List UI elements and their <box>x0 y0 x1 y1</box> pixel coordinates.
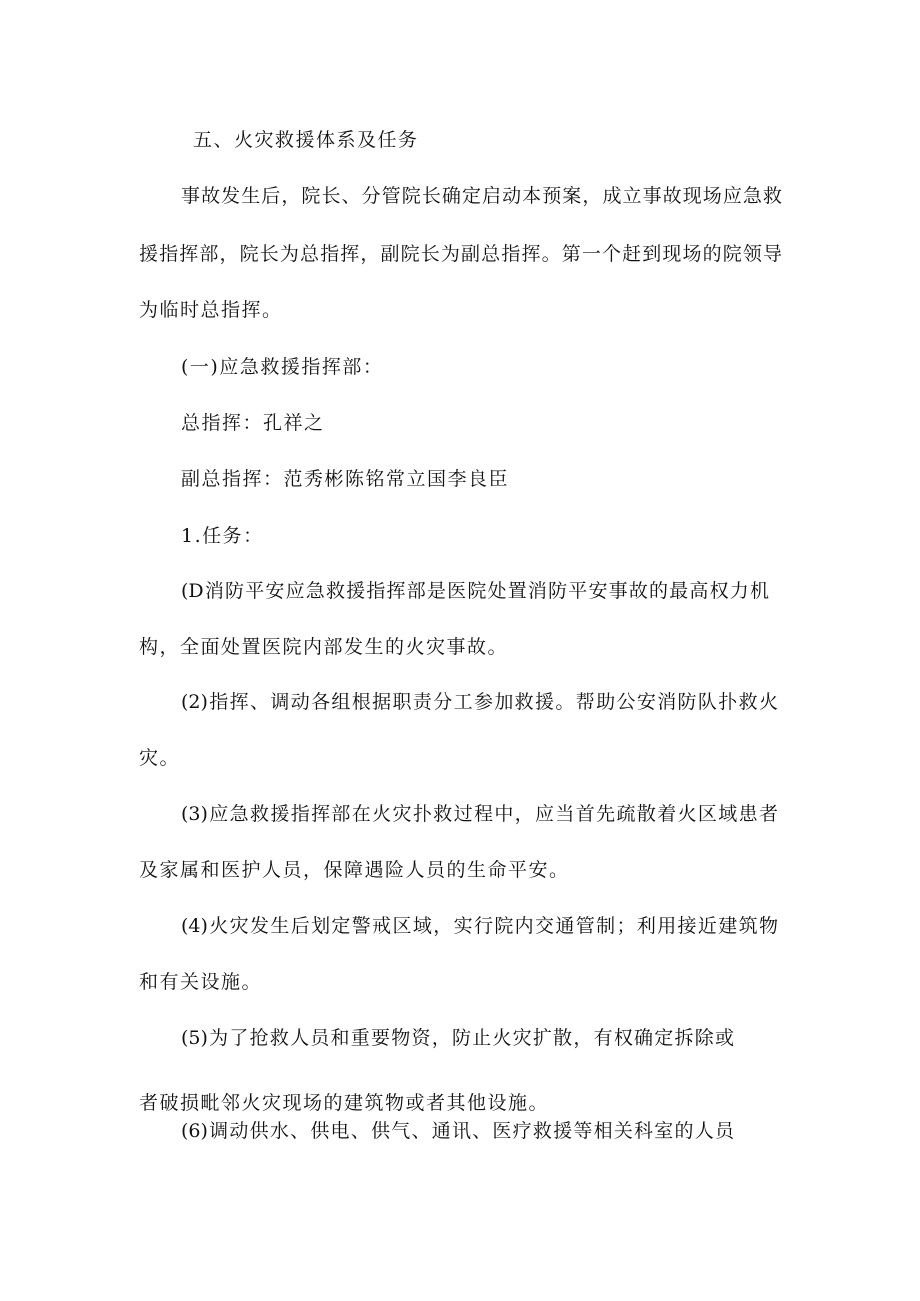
task-1-line-2: 构，全面处置医院内部发生的火灾事故。 <box>139 636 509 658</box>
commander-line: 总指挥：孔祥之 <box>181 412 325 434</box>
task-2-line-2: 灾。 <box>139 747 181 769</box>
intro-line-3: 为临时总指挥。 <box>139 299 283 321</box>
task-5-line-2: 者破损毗邻火灾现场的建筑物或者其他设施。 <box>139 1092 550 1114</box>
section-heading: 五、火灾救援体系及任务 <box>193 129 419 151</box>
task-1-line-1: (D消防平安应急救援指挥部是医院处置消防平安事故的最高权力机 <box>181 580 769 602</box>
subsection-heading: (一)应急救援指挥部： <box>181 356 384 378</box>
task-4-line-2: 和有关设施。 <box>139 971 263 993</box>
task-3-line-1: (3)应急救援指挥部在火灾扑救过程中，应当首先疏散着火区域患者 <box>181 803 778 825</box>
task-2-line-1: (2)指挥、调动各组根据职责分工参加救援。帮助公安消防队扑救火 <box>181 691 778 713</box>
tasks-heading: 1.任务： <box>181 525 264 547</box>
task-5-line-1: (5)为了抢救人员和重要物资，防止火灾扩散，有权确定拆除或 <box>181 1027 734 1049</box>
deputy-commanders-line: 副总指挥：范秀彬陈铭常立国李良臣 <box>181 468 510 490</box>
task-3-line-2: 及家属和医护人员，保障遇险人员的生命平安。 <box>139 859 570 881</box>
task-4-line-1: (4)火灾发生后划定警戒区域，实行院内交通管制；利用接近建筑物 <box>181 915 778 937</box>
intro-line-2: 援指挥部，院长为总指挥，副院长为副总指挥。第一个赶到现场的院领导 <box>139 243 782 265</box>
intro-line-1: 事故发生后，院长、分管院长确定启动本预案，成立事故现场应急救 <box>181 185 782 207</box>
task-6-line-1: (6)调动供水、供电、供气、通讯、医疗救援等相关科室的人员 <box>181 1120 734 1142</box>
